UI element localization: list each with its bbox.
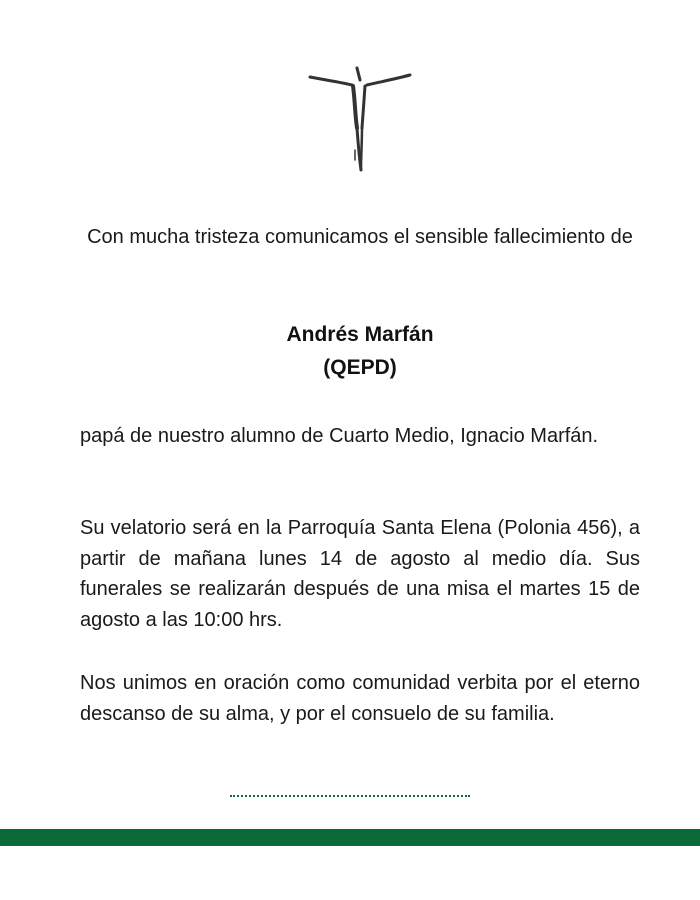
deceased-name: Andrés Marfán (286, 323, 434, 346)
wake-paragraph: Su velatorio será en la Parroquía Santa Elena (Polonia 456), a partir de mañana lunes 14 de agosto al medio día. Sus funerales se realizarán después de una misa el martes 15 de agosto a las 10:00 hrs. (80, 517, 640, 631)
relation-paragraph: papá de nuestro alumno de Cuarto Medio, Ignacio Marfán. (80, 425, 599, 447)
crucifix-icon (305, 60, 415, 175)
deceased-name-block (80, 318, 640, 384)
intro-text: Con mucha tristeza comunicamos el sensible fallecimiento de (87, 226, 633, 248)
prayer-paragraph: Nos unimos en oración como comunidad verbita por el eterno descanso de su alma, y por el consuelo de su familia. (80, 672, 640, 725)
rip-suffix: (QEPD) (323, 356, 397, 379)
dotted-divider (230, 795, 470, 797)
footer-bar (0, 829, 700, 846)
